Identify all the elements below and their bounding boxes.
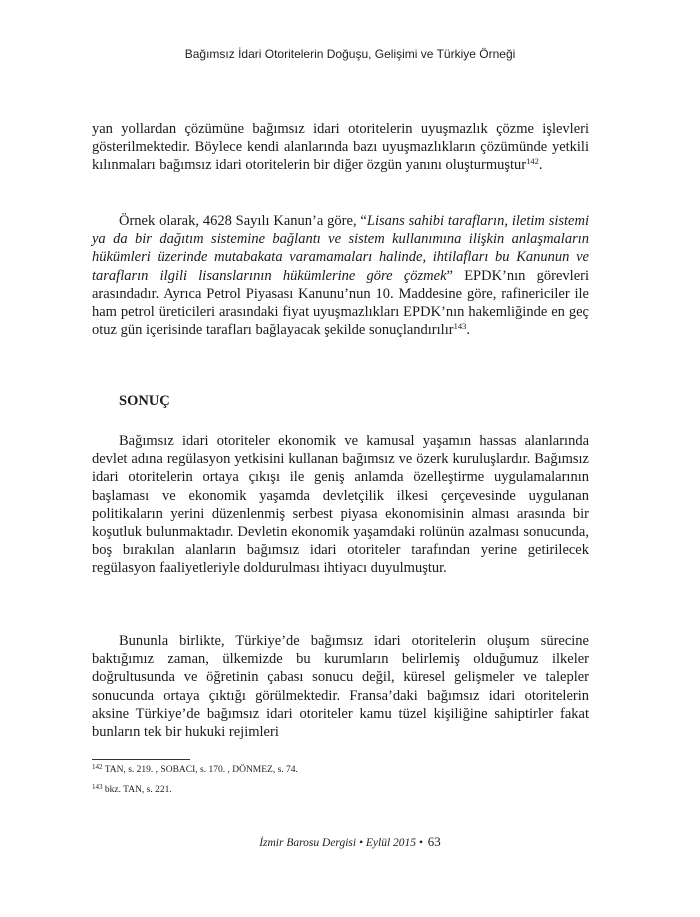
paragraph-2-quote: Lisans sahibi tarafların, iletim sistemi ya da bir dağıtım sistemine bağlantı ve sistem kullanımına ilişkin anlaşmaların hükümleri üzerinde mutabakata varamamaları halinde, ihtilafları bu Kanunun ve tarafların ilgili lisanslarının hükümlerine göre çözmek — [92, 213, 589, 284]
paragraph-2-end: . — [466, 322, 470, 339]
paragraph-1 — [92, 120, 589, 175]
paragraph-2-rest: ” EPDK’nın görevleri arasındadır. Ayrıca Petrol Piyasası Kanunu’nun 10. Maddesine göre, rafinericiler ile ham petrol üreticileri arasındaki fiyat uyuşmazlıkları EPDK’nın hakemliğinde en geç otuz gün içerisinde tarafları bağlayacak şekilde sonuçlandırılır — [92, 267, 589, 339]
paragraph-2-lead: Örnek olarak, 4628 Sayılı Kanun’a göre, “ — [119, 213, 367, 229]
footnote-143-text: bkz. TAN, s. 221. — [104, 785, 172, 795]
section-heading: SONUÇ — [119, 393, 170, 409]
footnote-142-number: 142 — [92, 763, 103, 771]
journal-name: İzmir Barosu Dergisi • Eylül 2015 • — [259, 837, 423, 849]
running-header: Bağımsız İdari Otoritelerin Doğuşu, Gelişimi ve Türkiye Örneği — [184, 47, 516, 61]
footnote-142 — [92, 765, 298, 775]
paragraph-1-text: yan yollardan çözümüne bağımsız idari otoritelerin uyuşmazlık çözme işlevleri gösterilmektedir. Böylece kendi alanlarında bazı uyuşmazlıkların çözümünde yetkili kılınmaları bağımsız idari otoritelerin bir diğer özgün yanını oluşturmuştur — [92, 121, 589, 174]
footnote-divider — [92, 759, 190, 760]
footnote-ref-142[interactable]: 142 — [526, 156, 539, 167]
page-footer — [0, 834, 700, 850]
page-number: 63 — [427, 834, 441, 849]
footnote-ref-143[interactable]: 143 — [453, 321, 467, 332]
footnote-142-text: TAN, s. 219. , SOBACI, s. 170. , DÖNMEZ, s. 74. — [104, 765, 298, 775]
paragraph-3: Bağımsız idari otoriteler ekonomik ve kamusal yaşamın hassas alanlarında devlet adına regülasyon yetkisini kullanan bağımsız ve özerk kuruluşlardır. Bağımsız idari otoritelerin ortaya çıkışı ile geniş anlamda özelleştirme uygulamalarının başlaması ve ekonomik yaşamda devletçilik ilkesi çerçevesinde uygulanan politikaların yerini düzenlenmiş serbest piyasa ekonomisinin alması arasında bir koşutluk bulunmaktadır. Devletin ekonomik yaşamdaki rolünün azalması sonucunda, boş bırakılan alanların bağımsız idari otoriteler tarafından yerine getirilecek regülasyon faaliyetleriyle doldurulması ihtiyacı duyulmuştur. — [92, 433, 589, 577]
footnote-143 — [92, 785, 172, 795]
footnote-143-number: 143 — [92, 783, 103, 791]
paragraph-2 — [92, 212, 589, 339]
paragraph-4: Bununla birlikte, Türkiye’de bağımsız idari otoritelerin oluşum sürecine baktığımız zaman, ülkemizde bu kurumların belirlemiş olduğumuz ilkeler doğrultusunda ve öğretinin çabası sonucu değil, küresel gelişmeler ve talepler sonucunda ortaya çıktığı görülmektedir. Fransa’daki bağımsız idari otoritelerin aksine Türkiye’de bağımsız idari otoriteler kamu tüzel kişiliğine sahiptirler fakat bunların tek bir hukuki rejimleri — [92, 633, 589, 741]
paragraph-1-end: . — [538, 157, 543, 174]
